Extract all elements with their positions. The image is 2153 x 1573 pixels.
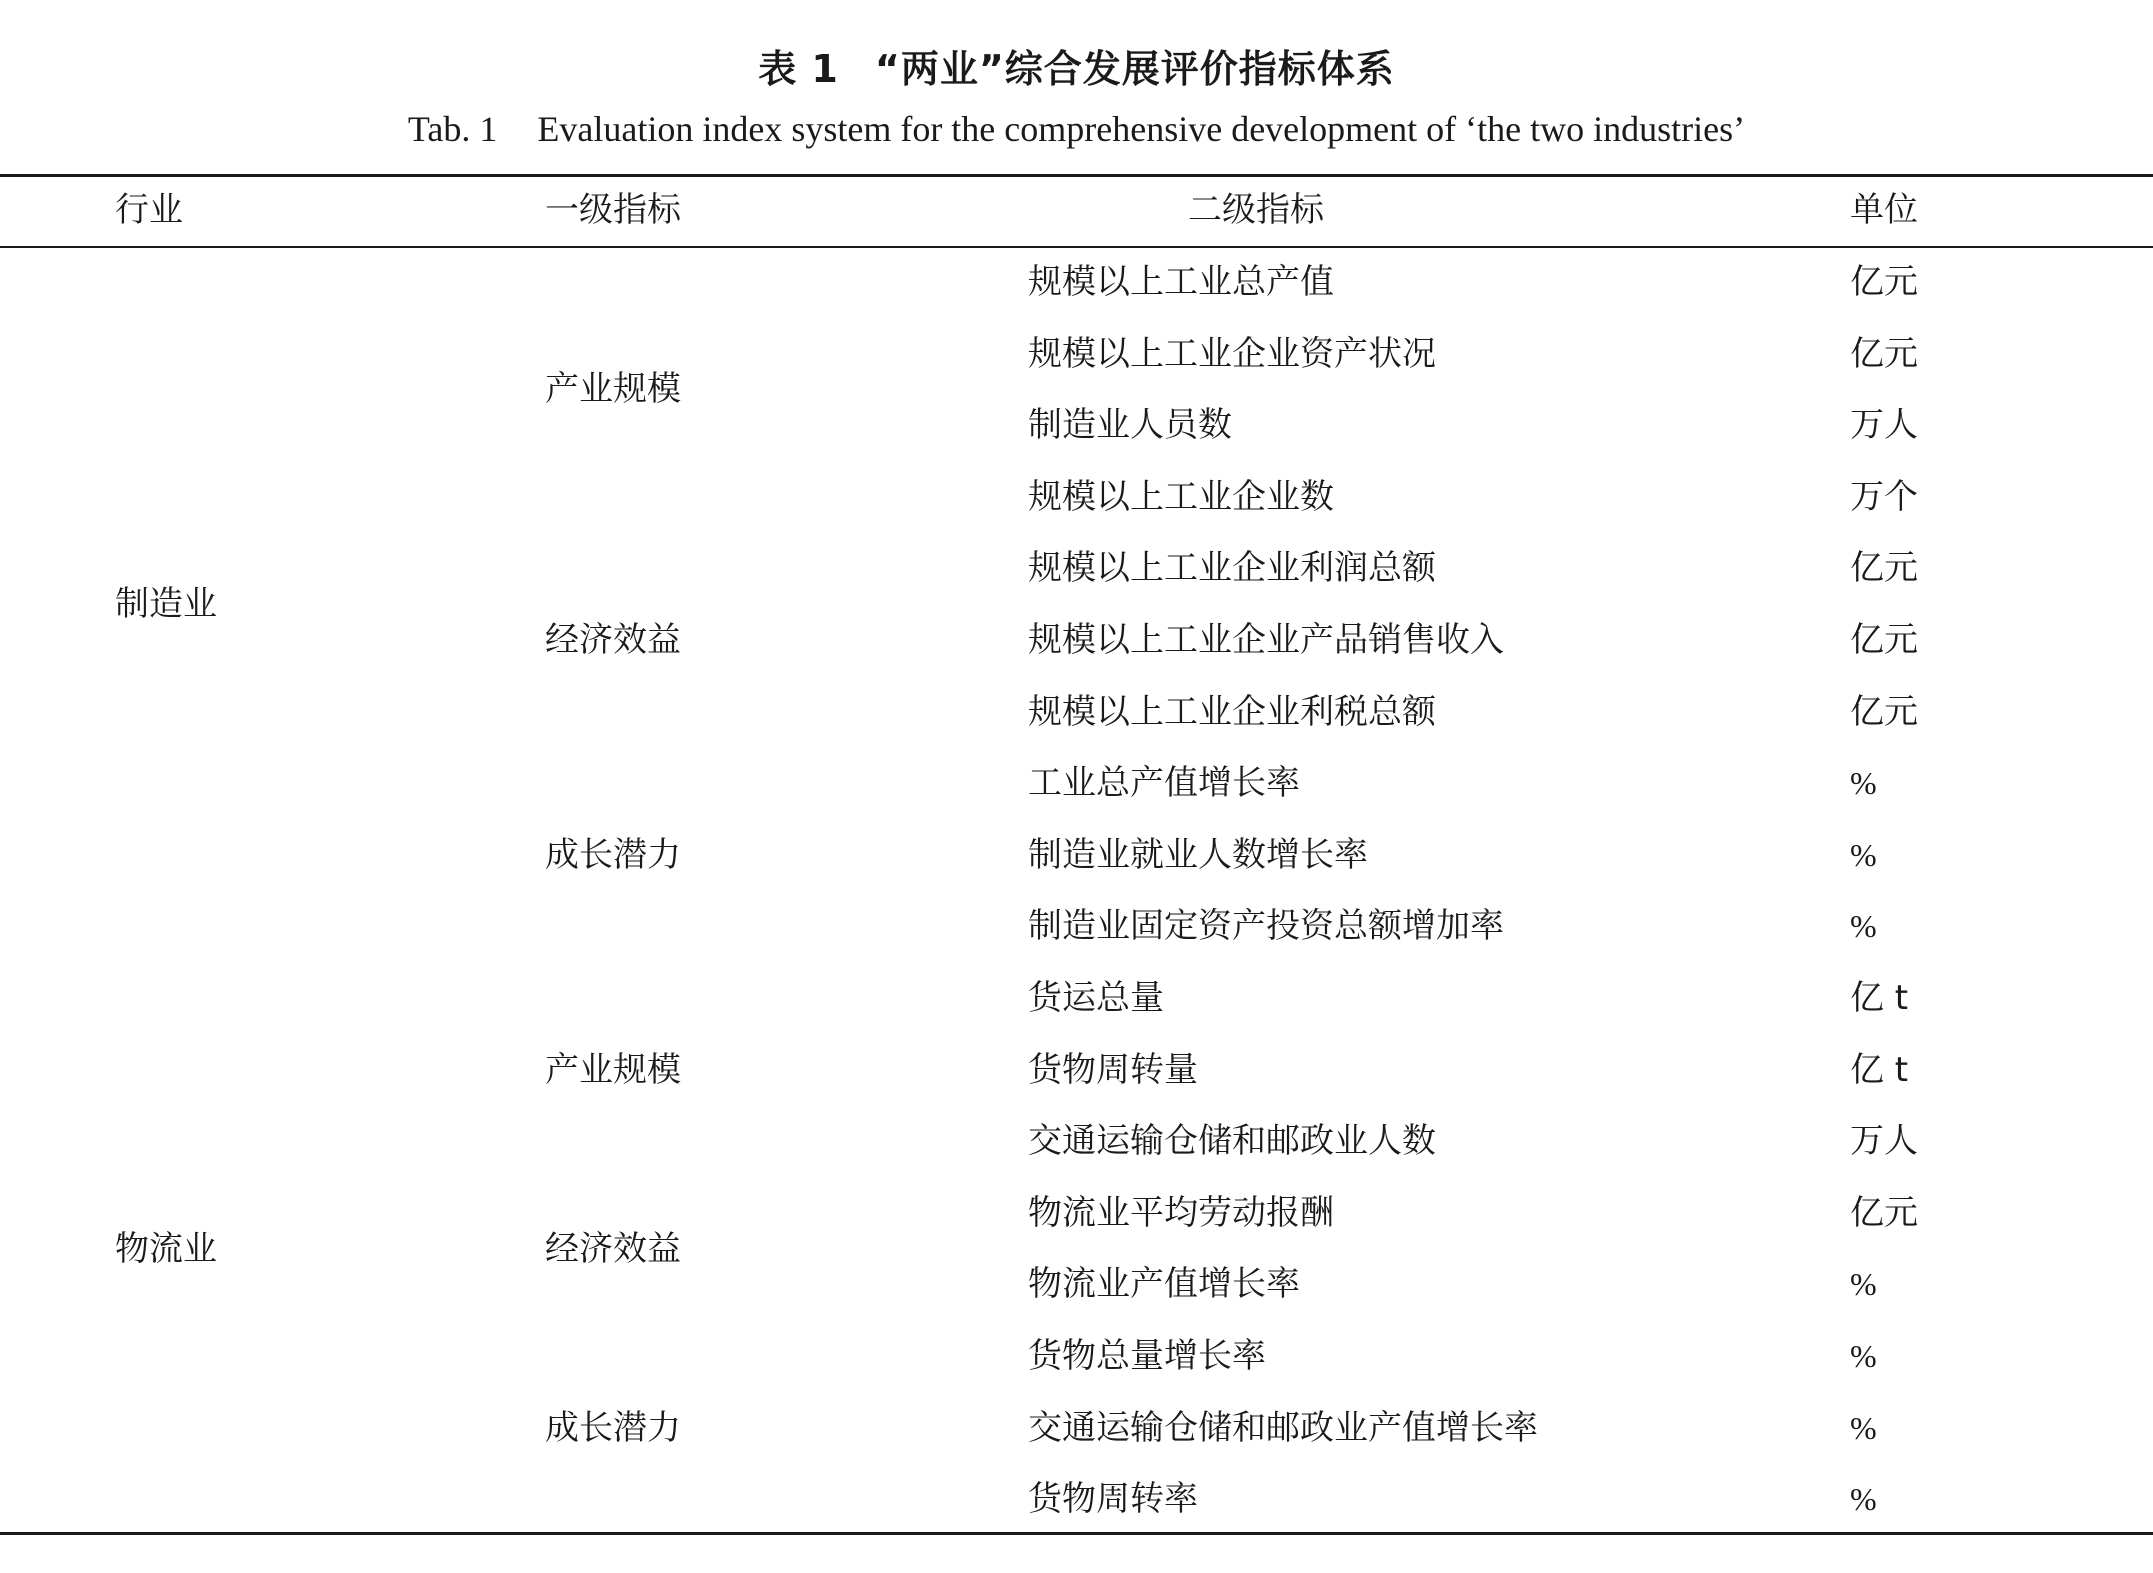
level1-index-cell: 成长潜力	[545, 834, 681, 875]
table-caption-cn: “两业”综合发展评价指标体系	[874, 47, 1395, 91]
header-industry: 行业	[115, 190, 183, 230]
unit-cell: %	[1850, 1338, 1877, 1374]
level2-index-cell: 规模以上工业企业资产状况	[1028, 333, 1436, 374]
level2-index-cell: 制造业就业人数增长率	[1028, 834, 1368, 875]
unit-cell: %	[1850, 1409, 1877, 1446]
level2-index-cell: 制造业固定资产投资总额增加率	[1028, 906, 1504, 947]
unit-cell: 万人	[1850, 1121, 1918, 1162]
industry-cell: 物流业	[115, 1228, 217, 1269]
level2-index-cell: 货物周转率	[1028, 1479, 1198, 1520]
level2-index-cell: 规模以上工业企业产品销售收入	[1028, 620, 1504, 660]
unit-cell: 亿 t	[1850, 978, 1909, 1018]
unit-cell: 万个	[1850, 476, 1918, 517]
level2-index-cell: 工业总产值增长率	[1028, 763, 1300, 804]
table-bottom-rule	[0, 1532, 2153, 1535]
table-header-rule	[0, 246, 2153, 248]
level2-index-cell: 货运总量	[1028, 978, 1164, 1018]
level1-index-cell: 经济效益	[545, 1228, 681, 1269]
unit-cell: 亿元	[1850, 548, 1918, 589]
unit-cell: %	[1850, 836, 1877, 873]
level1-index-cell: 产业规模	[545, 1049, 681, 1090]
level2-index-cell: 交通运输仓储和邮政业产值增长率	[1028, 1407, 1538, 1448]
level2-index-cell: 规模以上工业企业利润总额	[1028, 548, 1436, 589]
unit-cell: 亿 t	[1850, 1049, 1909, 1090]
level2-index-cell: 制造业人员数	[1028, 405, 1232, 446]
level2-index-cell: 物流业平均劳动报酬	[1028, 1192, 1334, 1233]
level2-index-cell: 货物周转量	[1028, 1049, 1198, 1090]
unit-cell: 万人	[1850, 405, 1918, 446]
unit-cell: %	[1850, 765, 1877, 802]
table-caption-en: Evaluation index system for the comprehensive development of ‘the two industries’	[537, 109, 1746, 149]
level2-index-cell: 规模以上工业企业数	[1028, 476, 1334, 517]
table-title-en	[0, 108, 2153, 150]
level1-index-cell: 成长潜力	[545, 1407, 681, 1448]
unit-cell: 亿元	[1850, 333, 1918, 374]
header-level1-index: 一级指标	[545, 190, 681, 230]
level2-index-cell: 物流业产值增长率	[1028, 1264, 1300, 1305]
table-title-cn	[0, 38, 2153, 93]
level2-index-cell: 交通运输仓储和邮政业人数	[1028, 1121, 1436, 1162]
unit-cell: 亿元	[1850, 1192, 1918, 1233]
header-unit: 单位	[1850, 190, 1918, 230]
table-label-en: Tab. 1	[407, 109, 498, 149]
header-level2-index: 二级指标	[1188, 190, 1324, 230]
table-top-rule	[0, 174, 2153, 177]
level2-index-cell: 规模以上工业企业利税总额	[1028, 691, 1436, 732]
industry-cell: 制造业	[115, 584, 217, 625]
unit-cell: %	[1850, 908, 1877, 945]
level2-index-cell: 规模以上工业总产值	[1028, 262, 1334, 302]
unit-cell: 亿元	[1850, 620, 1918, 660]
unit-cell: %	[1850, 1266, 1877, 1303]
level2-index-cell: 货物总量增长率	[1028, 1336, 1266, 1376]
table-label-cn: 表 1	[758, 47, 839, 91]
unit-cell: 亿元	[1850, 691, 1918, 732]
level1-index-cell: 经济效益	[545, 620, 681, 660]
unit-cell: 亿元	[1850, 262, 1918, 302]
unit-cell: %	[1850, 1481, 1877, 1518]
level1-index-cell: 产业规模	[545, 369, 681, 410]
